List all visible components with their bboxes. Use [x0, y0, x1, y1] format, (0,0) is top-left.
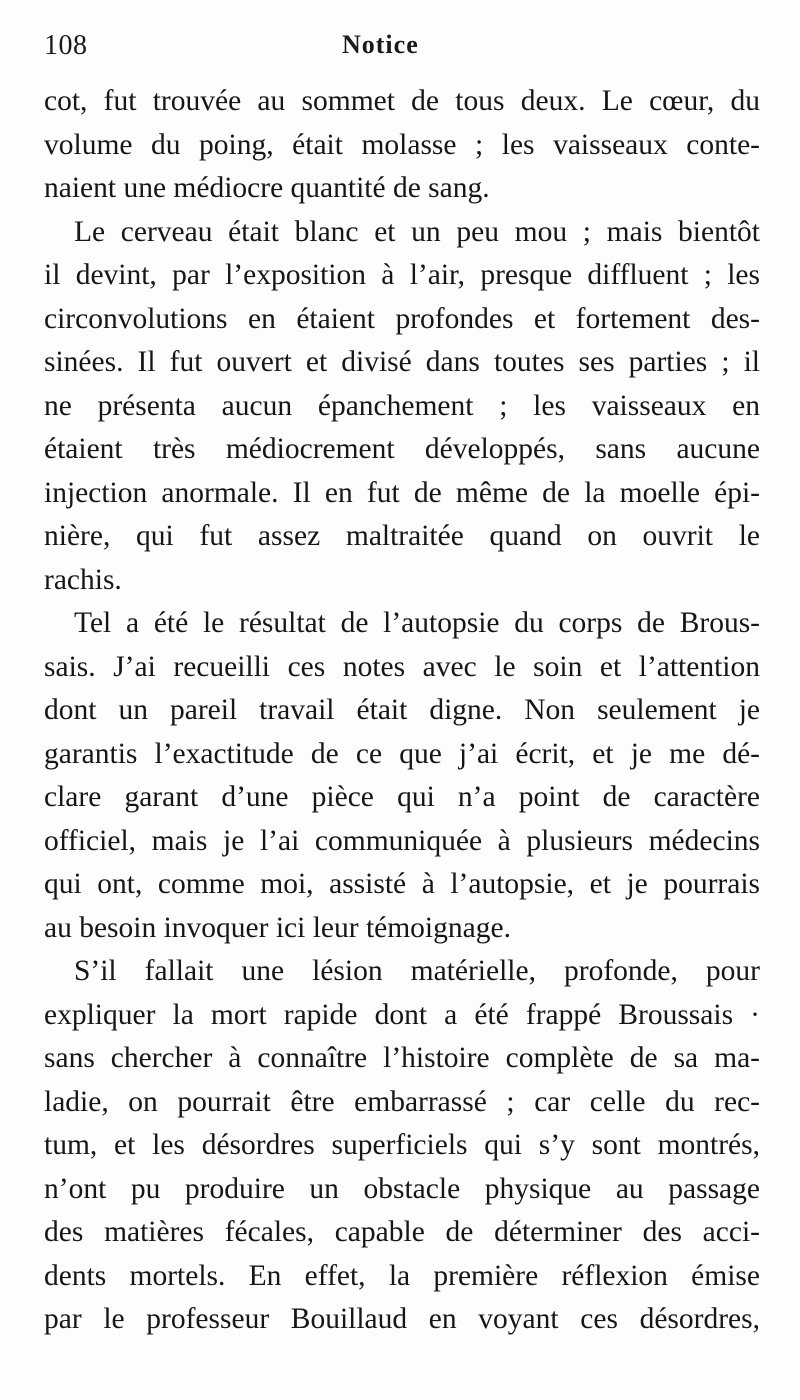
text-line: qui ont, comme moi, assisté à l’autopsie, et je pourrais — [44, 868, 760, 900]
text-line: officiel, mais je l’ai communiquée à plusieurs médecins — [44, 824, 760, 857]
text-line: sais. J’ai recueilli ces notes avec le soin et l’attention — [44, 650, 760, 683]
text-line: garantis l’exactitude de ce que j’ai écrit, et je me dé- — [44, 737, 760, 770]
text-line: naient une médiocre quantité de sang. — [44, 172, 490, 204]
running-head — [44, 30, 760, 70]
text-line: cot, fut trouvée au sommet de tous deux. Le cœur, du — [44, 85, 760, 117]
text-line: Tel a été le résultat de l’autopsie du corps de Brous- — [74, 607, 760, 639]
text-line: volume du poing, était molasse ; les vaisseaux conte- — [44, 128, 760, 161]
text-line: ladie, on pourrait être embarrassé ; car celle du rec- — [44, 1085, 760, 1118]
text-line: dents mortels. En effet, la première réflexion émise — [44, 1259, 760, 1292]
text-line: des matières fécales, capable de déterminer des acci- — [44, 1216, 760, 1248]
text-line: dont un pareil travail était digne. Non seulement je — [44, 694, 760, 726]
text-line: tum, et les désordres superficiels qui s’y sont montrés, — [44, 1129, 760, 1161]
body-text — [44, 80, 760, 1342]
paragraph — [44, 950, 760, 1342]
text-line: sans chercher à connaître l’histoire complète de sa ma- — [44, 1042, 760, 1074]
text-line: Le cerveau était blanc et un peu mou ; mais bientôt — [74, 215, 760, 248]
text-line: circonvolutions en étaient profondes et fortement des- — [44, 302, 760, 335]
running-title: Notice — [342, 30, 419, 59]
text-line: injection anormale. Il en fut de même de la moelle épi- — [44, 476, 760, 509]
paragraph — [44, 80, 760, 211]
page-number: 108 — [44, 30, 88, 61]
text-line: au besoin invoquer ici leur témoignage. — [44, 911, 511, 944]
text-line: clare garant d’une pièce qui n’a point de caractère — [44, 781, 760, 813]
text-line: rachis. — [44, 563, 122, 596]
text-line: sinées. Il fut ouvert et divisé dans toutes ses parties ; il — [44, 346, 760, 378]
paragraph — [44, 211, 760, 603]
text-line: n’ont pu produire un obstacle physique au passage — [44, 1172, 760, 1205]
text-line: par le professeur Bouillaud en voyant ces désordres, — [44, 1303, 760, 1335]
text-line: étaient très médiocrement développés, sans aucune — [44, 433, 760, 465]
text-line: S’il fallait une lésion matérielle, profonde, pour — [74, 955, 760, 987]
paragraph — [44, 602, 760, 950]
text-line: expliquer la mort rapide dont a été frappé Broussais · — [44, 998, 760, 1031]
text-line: nière, qui fut assez maltraitée quand on ouvrit le — [44, 520, 760, 552]
text-line: ne présenta aucun épanchement ; les vaisseaux en — [44, 389, 760, 422]
text-line: il devint, par l’exposition à l’air, presque diffluent ; les — [44, 259, 760, 291]
